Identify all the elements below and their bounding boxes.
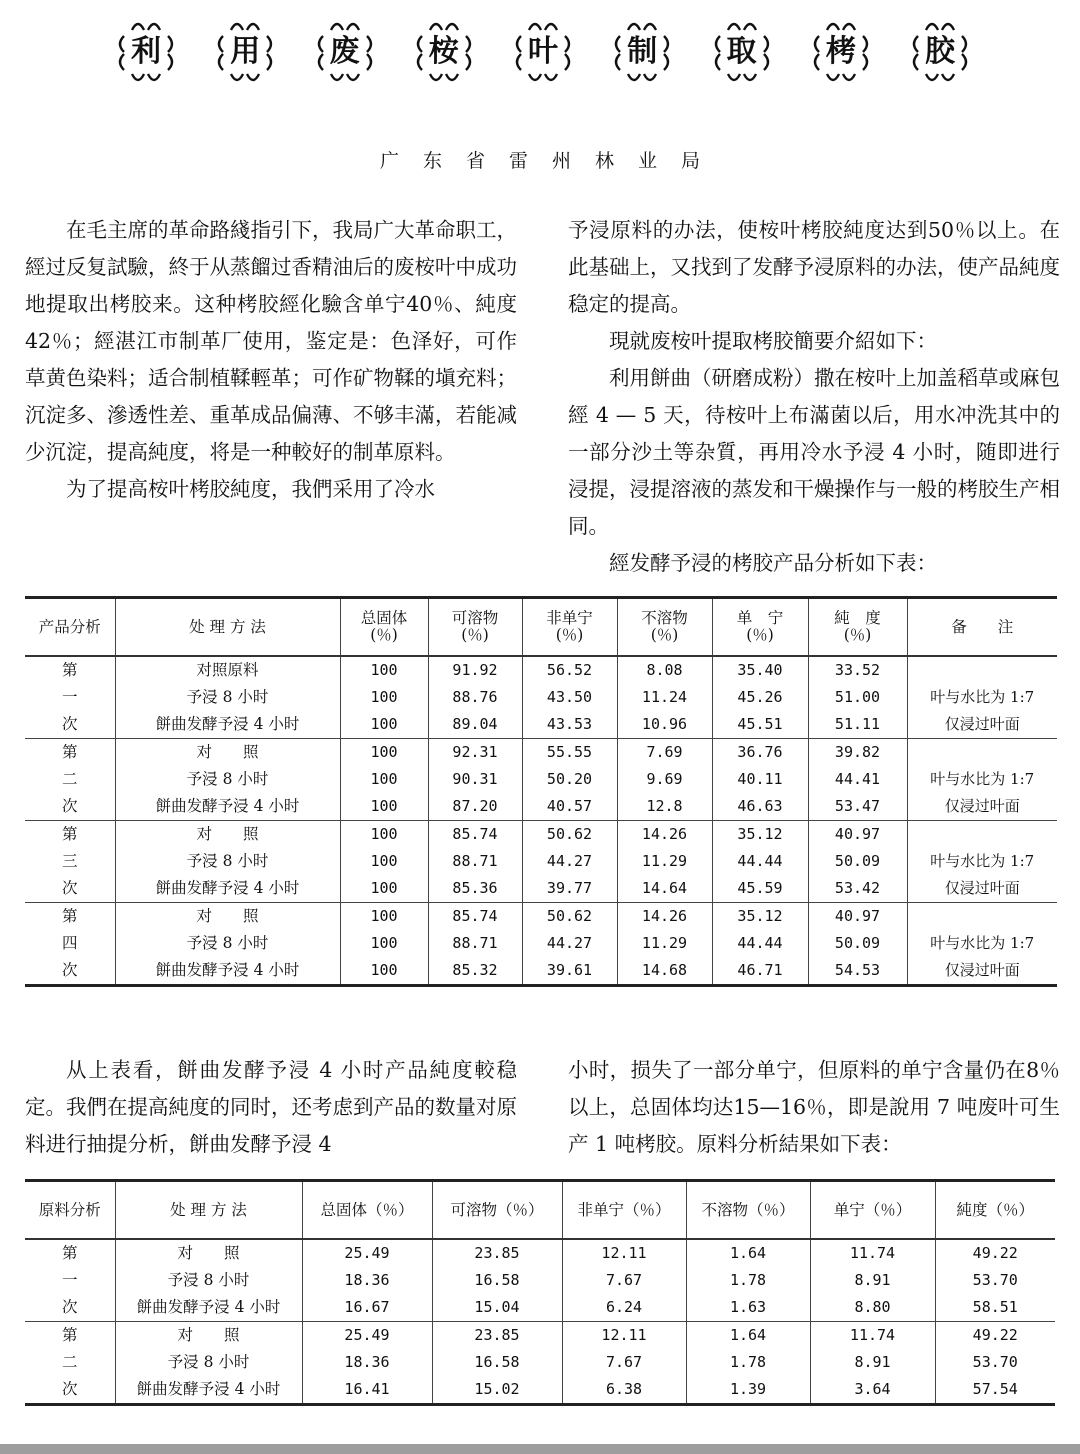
value-cell: 1.78: [686, 1267, 810, 1294]
value-cell: 88.71: [428, 930, 522, 957]
value-cell: 50.09: [808, 930, 907, 957]
trial-label: 二: [61, 1353, 78, 1371]
value-cell: 25.49: [302, 1322, 432, 1350]
method-cell: 餅曲发酵予浸 4 小时: [115, 1294, 302, 1322]
title-char-text: 用: [230, 34, 261, 69]
method-cell: 餅曲发酵予浸 4 小时: [115, 957, 340, 986]
value-cell: 14.68: [617, 957, 712, 986]
value-cell: 8.80: [810, 1294, 935, 1322]
table-row: [25, 848, 1057, 875]
title-char-text: 利: [131, 34, 161, 69]
column-header-line: 不溶物: [641, 609, 688, 627]
table-row: [25, 821, 1057, 849]
value-cell: 44.44: [712, 848, 808, 875]
value-cell: 11.29: [617, 848, 712, 875]
paragraph-conclusion-cont: 小时，损失了一部分单宁，但原料的单宁含量仍在8％以上，总固体均达15—16％，即是說用 7 吨废叶可生产 1 吨栲胶。原料分析結果如下表：: [568, 1058, 1060, 1156]
value-cell: 40.11: [712, 766, 808, 793]
value-cell: 40.97: [808, 903, 907, 931]
value-cell: 87.20: [428, 793, 522, 821]
title-char-text: 叶: [528, 34, 558, 69]
value-cell: 11.24: [617, 684, 712, 711]
column-header-line: (％): [370, 626, 398, 644]
note-cell: 仅浸过叶面: [907, 711, 1057, 739]
value-cell: 58.51: [935, 1294, 1055, 1322]
column-header-line: (％): [843, 626, 872, 644]
value-cell: 54.53: [808, 957, 907, 986]
value-cell: 44.44: [712, 930, 808, 957]
method-cell: 对照原料: [115, 656, 340, 684]
value-cell: 8.91: [810, 1349, 935, 1376]
value-cell: 9.69: [617, 766, 712, 793]
title-char-text: 桉: [428, 34, 459, 69]
value-cell: 46.63: [712, 793, 808, 821]
table-row: [25, 903, 1057, 931]
column-header-line: 产品分析: [38, 617, 101, 636]
value-cell: 57.54: [935, 1376, 1055, 1405]
value-cell: 100: [340, 766, 428, 793]
table-row: [25, 957, 1057, 986]
value-cell: 85.74: [428, 821, 522, 849]
table-row: [25, 711, 1057, 739]
value-cell: 43.50: [522, 684, 617, 711]
value-cell: 16.67: [302, 1294, 432, 1322]
column-header: [522, 598, 617, 657]
method-cell: 予浸 8 小时: [115, 1267, 302, 1294]
value-cell: 100: [340, 684, 428, 711]
column-header: [25, 598, 115, 657]
note-cell: [907, 903, 1057, 931]
value-cell: 100: [340, 711, 428, 739]
title-char: [803, 14, 879, 90]
value-cell: 100: [340, 739, 428, 767]
column-header-line: 备 注: [951, 617, 1014, 636]
title-char: [704, 14, 780, 90]
value-cell: 36.76: [712, 739, 808, 767]
value-cell: 50.09: [808, 848, 907, 875]
value-cell: 49.22: [935, 1239, 1055, 1267]
value-cell: 16.58: [432, 1349, 562, 1376]
column-header-line: (％): [746, 626, 774, 644]
value-cell: 1.39: [686, 1376, 810, 1405]
paragraph-conclusion: 从上表看，餅曲发酵予浸 4 小时产品純度較稳定。我們在提高純度的同时，还考虑到产品的数量对原料进行抽提分析，餅曲发酵予浸 4: [25, 1058, 517, 1156]
value-cell: 15.02: [432, 1376, 562, 1405]
trial-label: 次: [25, 875, 115, 903]
paragraph-purity-cont: 予浸原料的办法，使桉叶栲胶純度达到50％以上。在此基础上，又找到了发酵予浸原料的办法，使产品純度稳定的提高。: [568, 218, 1060, 316]
column-header: 处 理 方 法: [115, 1181, 302, 1240]
column-header: 純度（％）: [935, 1181, 1055, 1240]
value-cell: 90.31: [428, 766, 522, 793]
product-analysis-table: [25, 596, 1057, 987]
value-cell: 100: [340, 656, 428, 684]
value-cell: 100: [340, 903, 428, 931]
note-cell: 叶与水比为 1:7: [907, 766, 1057, 793]
value-cell: 88.76: [428, 684, 522, 711]
value-cell: 7.69: [617, 739, 712, 767]
note-cell: [907, 656, 1057, 684]
value-cell: 11.74: [810, 1239, 935, 1267]
column-header: 非单宁（％）: [562, 1181, 686, 1240]
value-cell: 1.64: [686, 1239, 810, 1267]
value-cell: 11.29: [617, 930, 712, 957]
column-header: 可溶物（％）: [432, 1181, 562, 1240]
method-cell: 予浸 8 小时: [115, 848, 340, 875]
trial-label: 一: [61, 1271, 78, 1289]
title-char-text: 取: [726, 34, 757, 69]
article-title: [108, 14, 978, 90]
raw-material-analysis-table: [25, 1179, 1055, 1406]
trial-label: 四: [61, 934, 78, 952]
value-cell: 45.26: [712, 684, 808, 711]
column-header: 原料分析: [25, 1181, 115, 1240]
value-cell: 92.31: [428, 739, 522, 767]
trial-label: 次: [25, 1294, 115, 1322]
value-cell: 1.64: [686, 1322, 810, 1350]
paragraph-table1-intro: 經发酵予浸的栲胶产品分析如下表：: [609, 551, 937, 575]
table-row: [25, 766, 1057, 793]
column-header: [340, 598, 428, 657]
title-char-text: 制: [627, 34, 658, 69]
table-row: [25, 930, 1057, 957]
value-cell: 49.22: [935, 1322, 1055, 1350]
value-cell: 11.74: [810, 1322, 935, 1350]
value-cell: 6.38: [562, 1376, 686, 1405]
trial-label: 二: [61, 770, 78, 788]
value-cell: 100: [340, 821, 428, 849]
table-row: [25, 875, 1057, 903]
value-cell: 45.59: [712, 875, 808, 903]
note-cell: [907, 739, 1057, 767]
title-char: [505, 14, 581, 90]
method-cell: 对 照: [115, 1239, 302, 1267]
method-cell: 餅曲发酵予浸 4 小时: [115, 793, 340, 821]
value-cell: 43.53: [522, 711, 617, 739]
column-header: [712, 598, 808, 657]
value-cell: 100: [340, 848, 428, 875]
body-left-column: [25, 212, 517, 508]
method-cell: 对 照: [115, 903, 340, 931]
value-cell: 25.49: [302, 1239, 432, 1267]
column-header-line: (％): [555, 626, 584, 644]
value-cell: 39.82: [808, 739, 907, 767]
value-cell: 7.67: [562, 1349, 686, 1376]
value-cell: 51.11: [808, 711, 907, 739]
table-row: [25, 739, 1057, 767]
value-cell: 40.57: [522, 793, 617, 821]
table-row: [25, 1322, 1055, 1350]
note-cell: 仅浸过叶面: [907, 957, 1057, 986]
column-header-line: 純 度: [834, 609, 881, 627]
value-cell: 16.58: [432, 1267, 562, 1294]
value-cell: 14.26: [617, 903, 712, 931]
note-cell: 仅浸过叶面: [907, 875, 1057, 903]
title-char: [406, 14, 482, 90]
paragraph-intro: 在毛主席的革命路綫指引下，我局广大革命职工，經过反复試驗，終于从蒸餾过香精油后的废桉叶中成功地提取出栲胶来。这种栲胶經化驗含单宁40％、純度42％；經湛江市制革厂使用，鉴定是：色泽好，可作草黄色染料；适合制植鞣輕革；可作矿物鞣的塡充料；沉淀多、滲透性差、重革成品偏薄、不够丰滿，若能减少沉淀，提高純度，将是一种較好的制革原料。: [25, 218, 517, 464]
trial-label: 第: [61, 1326, 78, 1344]
author-byline: 广东省雷州林业局: [379, 150, 724, 172]
value-cell: 44.27: [522, 848, 617, 875]
value-cell: 39.61: [522, 957, 617, 986]
value-cell: 23.85: [432, 1322, 562, 1350]
table-row: [25, 1376, 1055, 1405]
value-cell: 51.00: [808, 684, 907, 711]
value-cell: 46.71: [712, 957, 808, 986]
value-cell: 53.47: [808, 793, 907, 821]
column-header: [617, 598, 712, 657]
value-cell: 85.74: [428, 903, 522, 931]
method-cell: 予浸 8 小时: [115, 684, 340, 711]
value-cell: 18.36: [302, 1349, 432, 1376]
value-cell: 1.78: [686, 1349, 810, 1376]
value-cell: 12.8: [617, 793, 712, 821]
body-left-column-2: [25, 1052, 517, 1163]
method-cell: 餅曲发酵予浸 4 小时: [115, 875, 340, 903]
title-char-text: 栲: [825, 34, 856, 69]
column-header-line: 非单宁: [546, 609, 593, 627]
trial-label: 第: [61, 661, 78, 679]
title-char: [604, 14, 680, 90]
value-cell: 85.32: [428, 957, 522, 986]
trial-label: 次: [25, 793, 115, 821]
method-cell: 餅曲发酵予浸 4 小时: [115, 1376, 302, 1405]
column-header-line: 处 理 方 法: [189, 617, 266, 636]
column-header-line: 可溶物: [451, 609, 499, 627]
value-cell: 12.11: [562, 1322, 686, 1350]
value-cell: 50.20: [522, 766, 617, 793]
value-cell: 10.96: [617, 711, 712, 739]
method-cell: 予浸 8 小时: [115, 930, 340, 957]
value-cell: 35.40: [712, 656, 808, 684]
method-cell: 予浸 8 小时: [115, 1349, 302, 1376]
method-cell: 对 照: [115, 1322, 302, 1350]
body-right-column-2: [568, 1052, 1060, 1163]
page-bottom-bar: [0, 1444, 1080, 1454]
value-cell: 100: [340, 875, 428, 903]
title-char-text: 胶: [925, 34, 955, 69]
value-cell: 8.08: [617, 656, 712, 684]
paragraph-method: 利用餅曲（研磨成粉）撒在桉叶上加盖稻草或麻包經 4 — 5 天，待桉叶上布滿菌以后，用水冲洗其中的一部分沙土等杂質，再用冷水予浸 4 小时，随即进行浸提，浸提溶液的蒸发和干燥操作与一般的栲胶生产相同。: [568, 366, 1060, 538]
title-char: [307, 14, 383, 90]
column-header: 总固体（％）: [302, 1181, 432, 1240]
table-row: [25, 656, 1057, 684]
trial-label: 第: [61, 907, 78, 925]
column-header-line: 总固体: [360, 609, 408, 627]
trial-label: 次: [25, 957, 115, 986]
title-char: [108, 14, 184, 90]
table-row: [25, 1267, 1055, 1294]
column-header-line: 单 宁: [736, 609, 784, 627]
value-cell: 53.70: [935, 1349, 1055, 1376]
column-header: 单宁（％）: [810, 1181, 935, 1240]
method-cell: 予浸 8 小时: [115, 766, 340, 793]
value-cell: 100: [340, 957, 428, 986]
trial-label: 第: [61, 743, 78, 761]
value-cell: 35.12: [712, 903, 808, 931]
column-header-line: (％): [461, 626, 489, 644]
table-row: [25, 1239, 1055, 1267]
value-cell: 23.85: [432, 1239, 562, 1267]
value-cell: 16.41: [302, 1376, 432, 1405]
value-cell: 8.91: [810, 1267, 935, 1294]
trial-label: 三: [61, 852, 78, 870]
note-cell: 仅浸过叶面: [907, 793, 1057, 821]
value-cell: 18.36: [302, 1267, 432, 1294]
value-cell: 44.27: [522, 930, 617, 957]
trial-label: 次: [25, 711, 115, 739]
table-row: [25, 1294, 1055, 1322]
method-cell: 餅曲发酵予浸 4 小时: [115, 711, 340, 739]
note-cell: 叶与水比为 1:7: [907, 684, 1057, 711]
paragraph-summary-intro: 現就废桉叶提取栲胶簡要介紹如下：: [609, 329, 937, 353]
value-cell: 3.64: [810, 1376, 935, 1405]
table-row: [25, 793, 1057, 821]
value-cell: 15.04: [432, 1294, 562, 1322]
value-cell: 35.12: [712, 821, 808, 849]
value-cell: 89.04: [428, 711, 522, 739]
value-cell: 100: [340, 930, 428, 957]
value-cell: 88.71: [428, 848, 522, 875]
value-cell: 40.97: [808, 821, 907, 849]
value-cell: 91.92: [428, 656, 522, 684]
value-cell: 55.55: [522, 739, 617, 767]
table-row: [25, 684, 1057, 711]
note-cell: 叶与水比为 1:7: [907, 930, 1057, 957]
trial-label: 一: [61, 688, 78, 706]
column-header: [115, 598, 340, 657]
value-cell: 53.70: [935, 1267, 1055, 1294]
value-cell: 45.51: [712, 711, 808, 739]
title-char: [902, 14, 978, 90]
column-header: 不溶物（％）: [686, 1181, 810, 1240]
note-cell: 叶与水比为 1:7: [907, 848, 1057, 875]
body-right-column: [568, 212, 1060, 582]
column-header: [808, 598, 907, 657]
value-cell: 56.52: [522, 656, 617, 684]
method-cell: 对 照: [115, 821, 340, 849]
value-cell: 44.41: [808, 766, 907, 793]
value-cell: 14.26: [617, 821, 712, 849]
value-cell: 12.11: [562, 1239, 686, 1267]
method-cell: 对 照: [115, 739, 340, 767]
value-cell: 50.62: [522, 903, 617, 931]
table-row: [25, 1349, 1055, 1376]
title-char-text: 废: [329, 34, 360, 69]
value-cell: 39.77: [522, 875, 617, 903]
paragraph-purity: 为了提高桉叶栲胶純度，我們采用了冷水: [66, 477, 435, 501]
value-cell: 14.64: [617, 875, 712, 903]
column-header: [907, 598, 1057, 657]
trial-label: 第: [61, 1244, 78, 1262]
value-cell: 53.42: [808, 875, 907, 903]
value-cell: 50.62: [522, 821, 617, 849]
title-char: [207, 14, 283, 90]
trial-label: 次: [61, 1380, 78, 1398]
value-cell: 7.67: [562, 1267, 686, 1294]
value-cell: 6.24: [562, 1294, 686, 1322]
value-cell: 33.52: [808, 656, 907, 684]
value-cell: 85.36: [428, 875, 522, 903]
value-cell: 1.63: [686, 1294, 810, 1322]
column-header: [428, 598, 522, 657]
value-cell: 100: [340, 793, 428, 821]
column-header-line: (％): [650, 626, 679, 644]
trial-label: 第: [61, 825, 78, 843]
note-cell: [907, 821, 1057, 849]
